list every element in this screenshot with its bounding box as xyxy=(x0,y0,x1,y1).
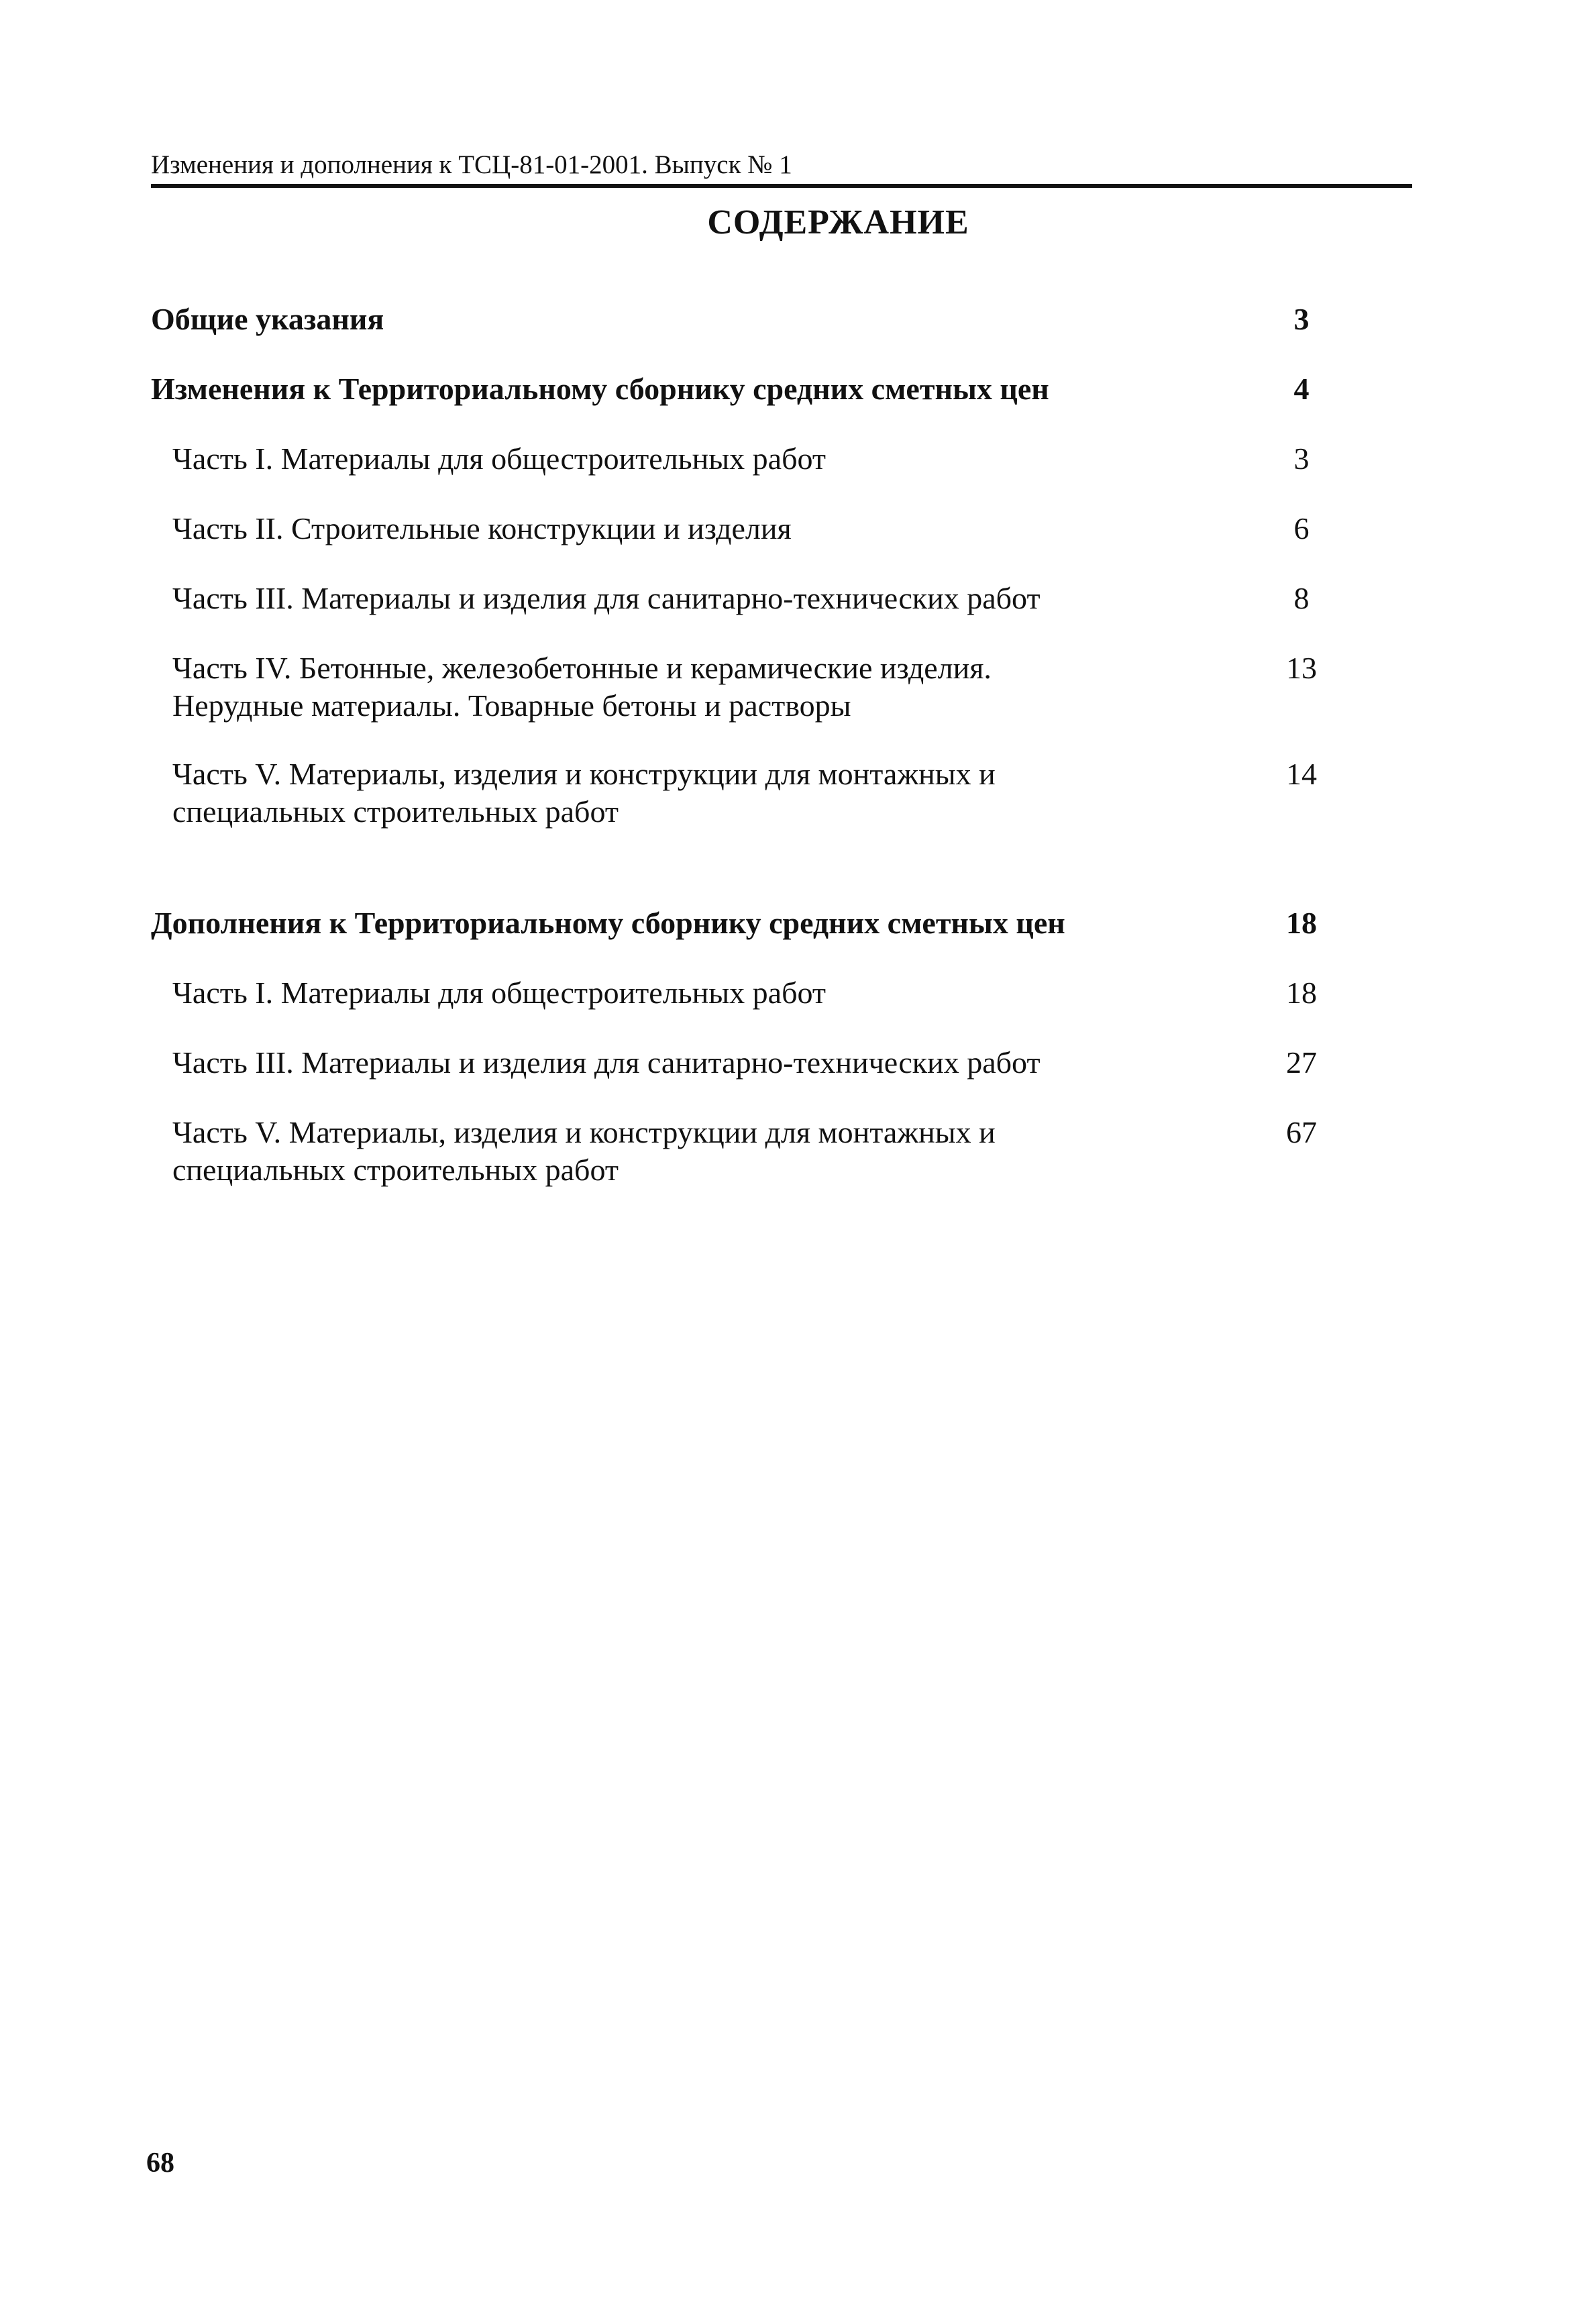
page-title: СОДЕРЖАНИЕ xyxy=(707,203,969,242)
toc-entry-text: Часть IV. Бетонные, железобетонные и керамические изделия. xyxy=(172,651,992,685)
toc-entry-page: 6 xyxy=(1293,511,1310,545)
header-rule xyxy=(151,184,1412,188)
toc-entry-text: Часть I. Материалы для общестроительных работ xyxy=(172,976,826,1010)
toc-entry-text: Часть I. Материалы для общестроительных работ xyxy=(172,441,826,476)
toc-entry-text: Часть III. Материалы и изделия для санитарно-технических работ xyxy=(172,581,1041,615)
toc-entry-page: 13 xyxy=(1286,651,1317,685)
toc-entry-text: Дополнения к Территориальному сборнику средних сметных цен xyxy=(151,906,1065,940)
toc-entry-page: 18 xyxy=(1286,976,1317,1010)
toc-entry-text-continued: специальных строительных работ xyxy=(172,794,619,829)
toc-entry-page: 27 xyxy=(1286,1045,1317,1080)
toc-entry-text: Часть V. Материалы, изделия и конструкции для монтажных и xyxy=(172,1115,996,1149)
toc-entry-text: Часть II. Строительные конструкции и изделия xyxy=(172,511,792,545)
toc-entry-text: Часть III. Материалы и изделия для санитарно-технических работ xyxy=(172,1045,1041,1080)
toc-entry-text-continued: специальных строительных работ xyxy=(172,1153,619,1187)
toc-entry-page: 8 xyxy=(1293,581,1310,615)
toc-entry-page: 3 xyxy=(1293,302,1310,336)
toc-entry-text-continued: Нерудные материалы. Товарные бетоны и растворы xyxy=(172,688,851,723)
running-header xyxy=(151,149,1412,181)
toc-entry-page: 18 xyxy=(1286,906,1317,940)
page-number: 68 xyxy=(146,2148,174,2179)
toc-entry-page: 4 xyxy=(1293,372,1310,406)
toc-entry-page: 67 xyxy=(1286,1115,1317,1149)
running-header-text: Изменения и дополнения к ТСЦ-81-01-2001. Выпуск № 1 xyxy=(151,150,792,179)
toc-entry-text: Часть V. Материалы, изделия и конструкции для монтажных и xyxy=(172,757,996,791)
toc-entry-page: 3 xyxy=(1293,441,1310,476)
toc-entry-text: Общие указания xyxy=(151,302,384,336)
toc-entry-page: 14 xyxy=(1286,757,1317,791)
toc-entry-text: Изменения к Территориальному сборнику средних сметных цен xyxy=(151,372,1049,406)
